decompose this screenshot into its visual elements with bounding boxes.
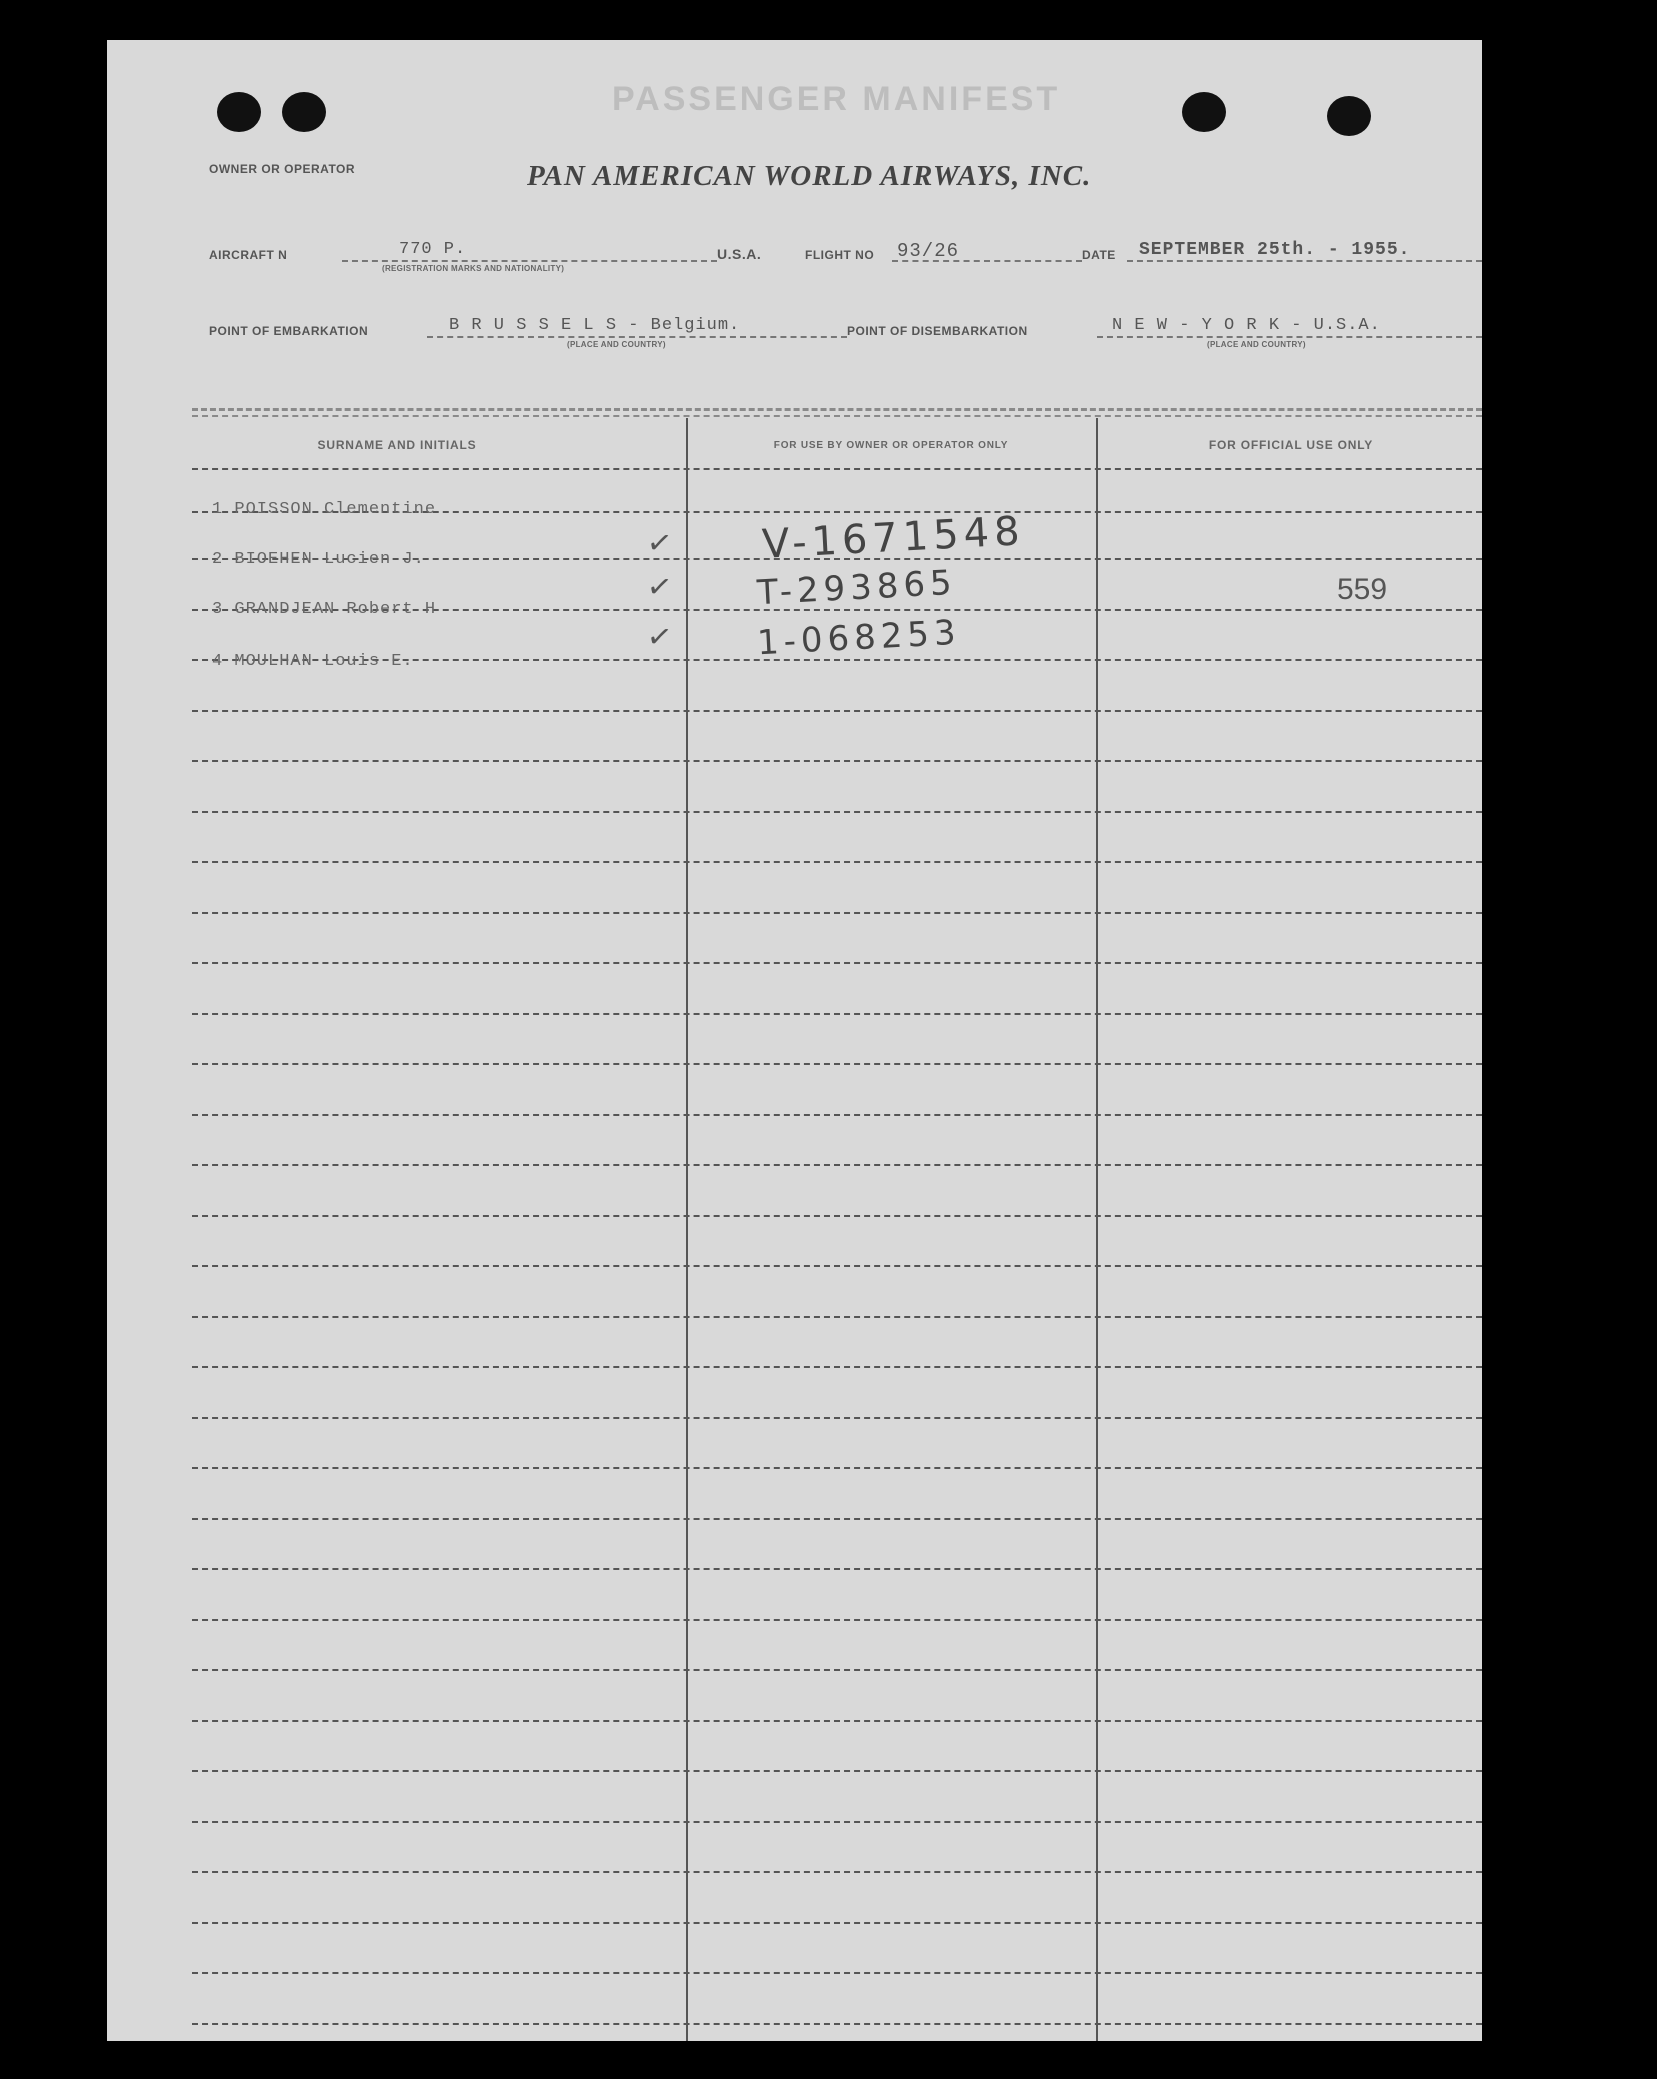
aircraft-line (342, 260, 717, 262)
country-label: U.S.A. (717, 246, 762, 262)
date-value: SEPTEMBER 25th. - 1955. (1139, 240, 1411, 260)
column-divider-2 (1096, 418, 1098, 2041)
owner-label: OWNER OR OPERATOR (209, 162, 356, 176)
manifest-sheet (107, 40, 1482, 2041)
punch-hole-2 (282, 92, 326, 132)
passenger-name-1: 1 POISSON Clementine (212, 500, 437, 519)
manifest-rule (192, 1467, 1482, 1469)
manifest-rule (192, 1669, 1482, 1671)
aircraft-label: AIRCRAFT N (209, 248, 288, 262)
check-mark-2: ✓ (644, 569, 675, 606)
embarkation-label: POINT OF EMBARKATION (209, 324, 369, 338)
manifest-rule (192, 1013, 1482, 1015)
embarkation-line (427, 336, 847, 338)
manifest-rule (192, 1215, 1482, 1217)
manifest-rule (192, 1770, 1482, 1772)
manifest-rule (192, 912, 1482, 914)
manifest-rule (192, 1972, 1482, 1974)
manifest-rule (192, 1871, 1482, 1873)
disembarkation-line (1097, 336, 1482, 338)
embarkation-place-note: (PLACE AND COUNTRY) (567, 340, 666, 349)
column-divider-1 (686, 418, 688, 2041)
page-title: PASSENGER MANIFEST (612, 80, 1061, 118)
header-separator (192, 408, 1482, 411)
manifest-rule (192, 1518, 1482, 1520)
manifest-rule (192, 2023, 1482, 2025)
passenger-name-3: 3 GRANDJEAN Robert H (212, 600, 437, 619)
flight-label: FLIGHT NO (805, 248, 875, 262)
manifest-rule (192, 1366, 1482, 1368)
punch-hole-3 (1182, 92, 1226, 132)
flight-value: 93/26 (897, 240, 960, 262)
disembarkation-label: POINT OF DISEMBARKATION (847, 324, 1028, 338)
col-header-official-use: FOR OFFICIAL USE ONLY (1208, 438, 1374, 452)
col-header-owner-use: FOR USE BY OWNER OR OPERATOR ONLY (773, 440, 1009, 451)
manifest-rule (192, 1922, 1482, 1924)
col-header-surname: SURNAME AND INITIALS (317, 438, 477, 452)
manifest-rule (192, 811, 1482, 813)
owner-note-3: T-293865 (756, 562, 958, 614)
passenger-name-2: 2 BIOEHEN Lucien J. (212, 550, 425, 569)
embarkation-value: B R U S S E L S - Belgium. (449, 316, 741, 335)
manifest-rule (192, 1164, 1482, 1166)
manifest-rule (192, 1821, 1482, 1823)
passenger-name-4: 4 MOULHAN Louis E. (212, 652, 414, 671)
date-line (1127, 260, 1482, 262)
manifest-rule (192, 1114, 1482, 1116)
punch-hole-4 (1327, 96, 1371, 136)
manifest-rule (192, 1619, 1482, 1621)
flight-line (892, 260, 1082, 262)
check-mark-3: ✓ (644, 619, 675, 656)
manifest-rule (192, 710, 1482, 712)
aircraft-value: 770 P. (399, 240, 467, 259)
owner-note-4: 1-068253 (756, 612, 962, 664)
manifest-rule (192, 1265, 1482, 1267)
manifest-rule (192, 1316, 1482, 1318)
disembarkation-place-note: (PLACE AND COUNTRY) (1207, 340, 1306, 349)
disembarkation-value: N E W - Y O R K - U.S.A. (1112, 316, 1381, 335)
punch-hole-1 (217, 92, 261, 132)
check-mark-1: ✓ (644, 525, 675, 562)
registration-note: (REGISTRATION MARKS AND NATIONALITY) (382, 264, 565, 273)
manifest-rule (192, 1417, 1482, 1419)
owner-value: PAN AMERICAN WORLD AIRWAYS, INC. (527, 160, 1092, 192)
manifest-rule (192, 1720, 1482, 1722)
manifest-rule (192, 1063, 1482, 1065)
manifest-rule (192, 861, 1482, 863)
manifest-rule (192, 1568, 1482, 1570)
date-label: DATE (1082, 248, 1116, 262)
manifest-rule (192, 962, 1482, 964)
manifest-rule (192, 468, 1482, 470)
header-separator-2 (192, 415, 1482, 417)
manifest-rule (192, 760, 1482, 762)
official-number: 559 (1337, 573, 1388, 606)
owner-note-2: V-1671548 (760, 508, 1026, 568)
